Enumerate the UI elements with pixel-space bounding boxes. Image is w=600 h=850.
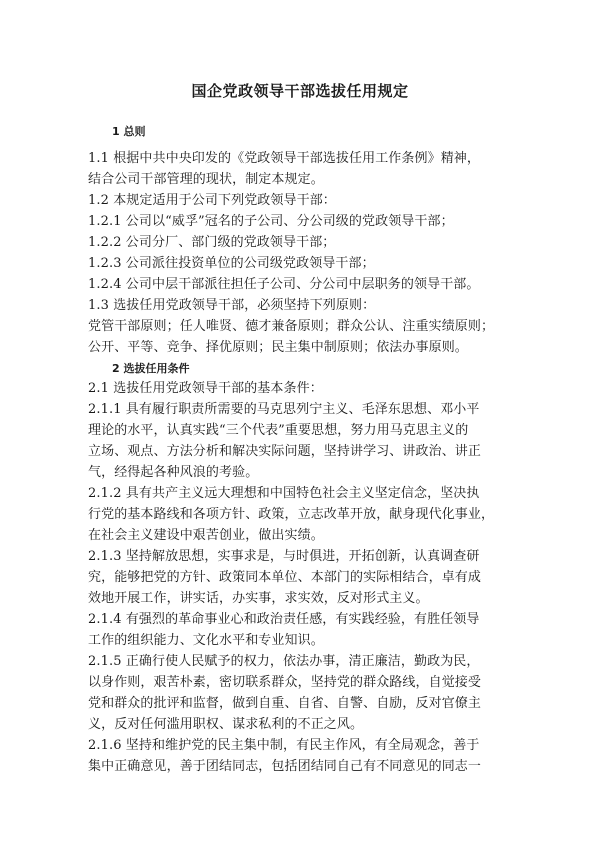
paragraph-line: 1.2.4 公司中层干部派往担任子公司、分公司中层职务的领导干部。 — [88, 277, 480, 292]
document-title: 国企党政领导干部选拔任用规定 — [191, 82, 409, 100]
paragraph-line: 结合公司干部管理的现状，制定本规定。 — [88, 172, 324, 187]
paragraph-line: 效地开展工作，讲实话，办实事，求实效，反对形式主义。 — [88, 591, 429, 606]
paragraph-line: 1.2 本规定适用于公司下列党政领导干部： — [88, 193, 336, 208]
paragraph-line: 2.1.1 具有履行职责所需要的马克思列宁主义、毛泽东思想、邓小平 — [88, 402, 480, 417]
section-body-selection-criteria — [88, 378, 548, 777]
paragraph-line: 2.1 选拔任用党政领导干部的基本条件： — [88, 381, 323, 396]
paragraph-line: 立场、观点、方法分析和解决实际问题，坚持讲学习、讲政治、讲正 — [88, 444, 482, 459]
paragraph-line: 行党的基本路线和各项方针、政策，立志改革开放，献身现代化事业， — [88, 507, 495, 522]
section-heading-selection-criteria: 2 选拔任用条件 — [112, 362, 190, 375]
paragraph-line: 在社会主义建设中艰苦创业，做出实绩。 — [88, 528, 324, 543]
paragraph-line: 1.2.1 公司以“威孚”冠名的子公司、分公司级的党政领导干部； — [88, 214, 454, 229]
paragraph-line: 集中正确意见，善于团结同志，包括团结同自己有不同意见的同志一 — [88, 759, 482, 774]
paragraph-line: 1.2.2 公司分厂、部门级的党政领导干部； — [88, 235, 336, 250]
paragraph-line: 2.1.5 正确行使人民赋予的权力，依法办事，清正廉洁，勤政为民， — [88, 654, 480, 669]
paragraph-line: 党和群众的批评和监督，做到自重、自省、自警、自励，反对官僚主 — [88, 696, 482, 711]
paragraph-line: 义，反对任何滥用职权、谋求私利的不正之风。 — [88, 717, 364, 732]
paragraph-line: 2.1.3 坚持解放思想，实事求是，与时俱进，开拓创新，认真调查研 — [88, 549, 480, 564]
paragraph-line: 2.1.2 具有共产主义远大理想和中国特色社会主义坚定信念，坚决执 — [88, 486, 480, 501]
paragraph-line: 1.1 根据中共中央印发的《党政领导干部选拔任用工作条例》精神， — [88, 151, 481, 166]
section-body-general — [88, 148, 548, 358]
paragraph-line: 理论的水平，认真实践“三个代表”重要思想，努力用马克思主义的 — [88, 423, 469, 438]
paragraph-line: 1.2.3 公司派往投资单位的公司级党政领导干部； — [88, 256, 375, 271]
paragraph-line: 党管干部原则；任人唯贤、德才兼备原则；群众公认、注重实绩原则； — [88, 319, 495, 334]
paragraph-line: 1.3 选拔任用党政领导干部，必须坚持下列原则： — [88, 298, 376, 313]
paragraph-line: 究，能够把党的方针、政策同本单位、本部门的实际相结合，卓有成 — [88, 570, 482, 585]
paragraph-line: 2.1.4 有强烈的革命事业心和政治责任感，有实践经验，有胜任领导 — [88, 612, 480, 627]
paragraph-line: 工作的组织能力、文化水平和专业知识。 — [88, 633, 324, 648]
paragraph-line: 2.1.6 坚持和维护党的民主集中制，有民主作风，有全局观念，善于 — [88, 738, 480, 753]
section-heading-general: 1 总则 — [112, 125, 146, 138]
paragraph-line: 气，经得起各种风浪的考验。 — [88, 465, 259, 480]
paragraph-line: 以身作则，艰苦朴素，密切联系群众，坚持党的群众路线，自觉接受 — [88, 675, 482, 690]
paragraph-line: 公开、平等、竞争、择优原则；民主集中制原则；依法办事原则。 — [88, 340, 468, 355]
